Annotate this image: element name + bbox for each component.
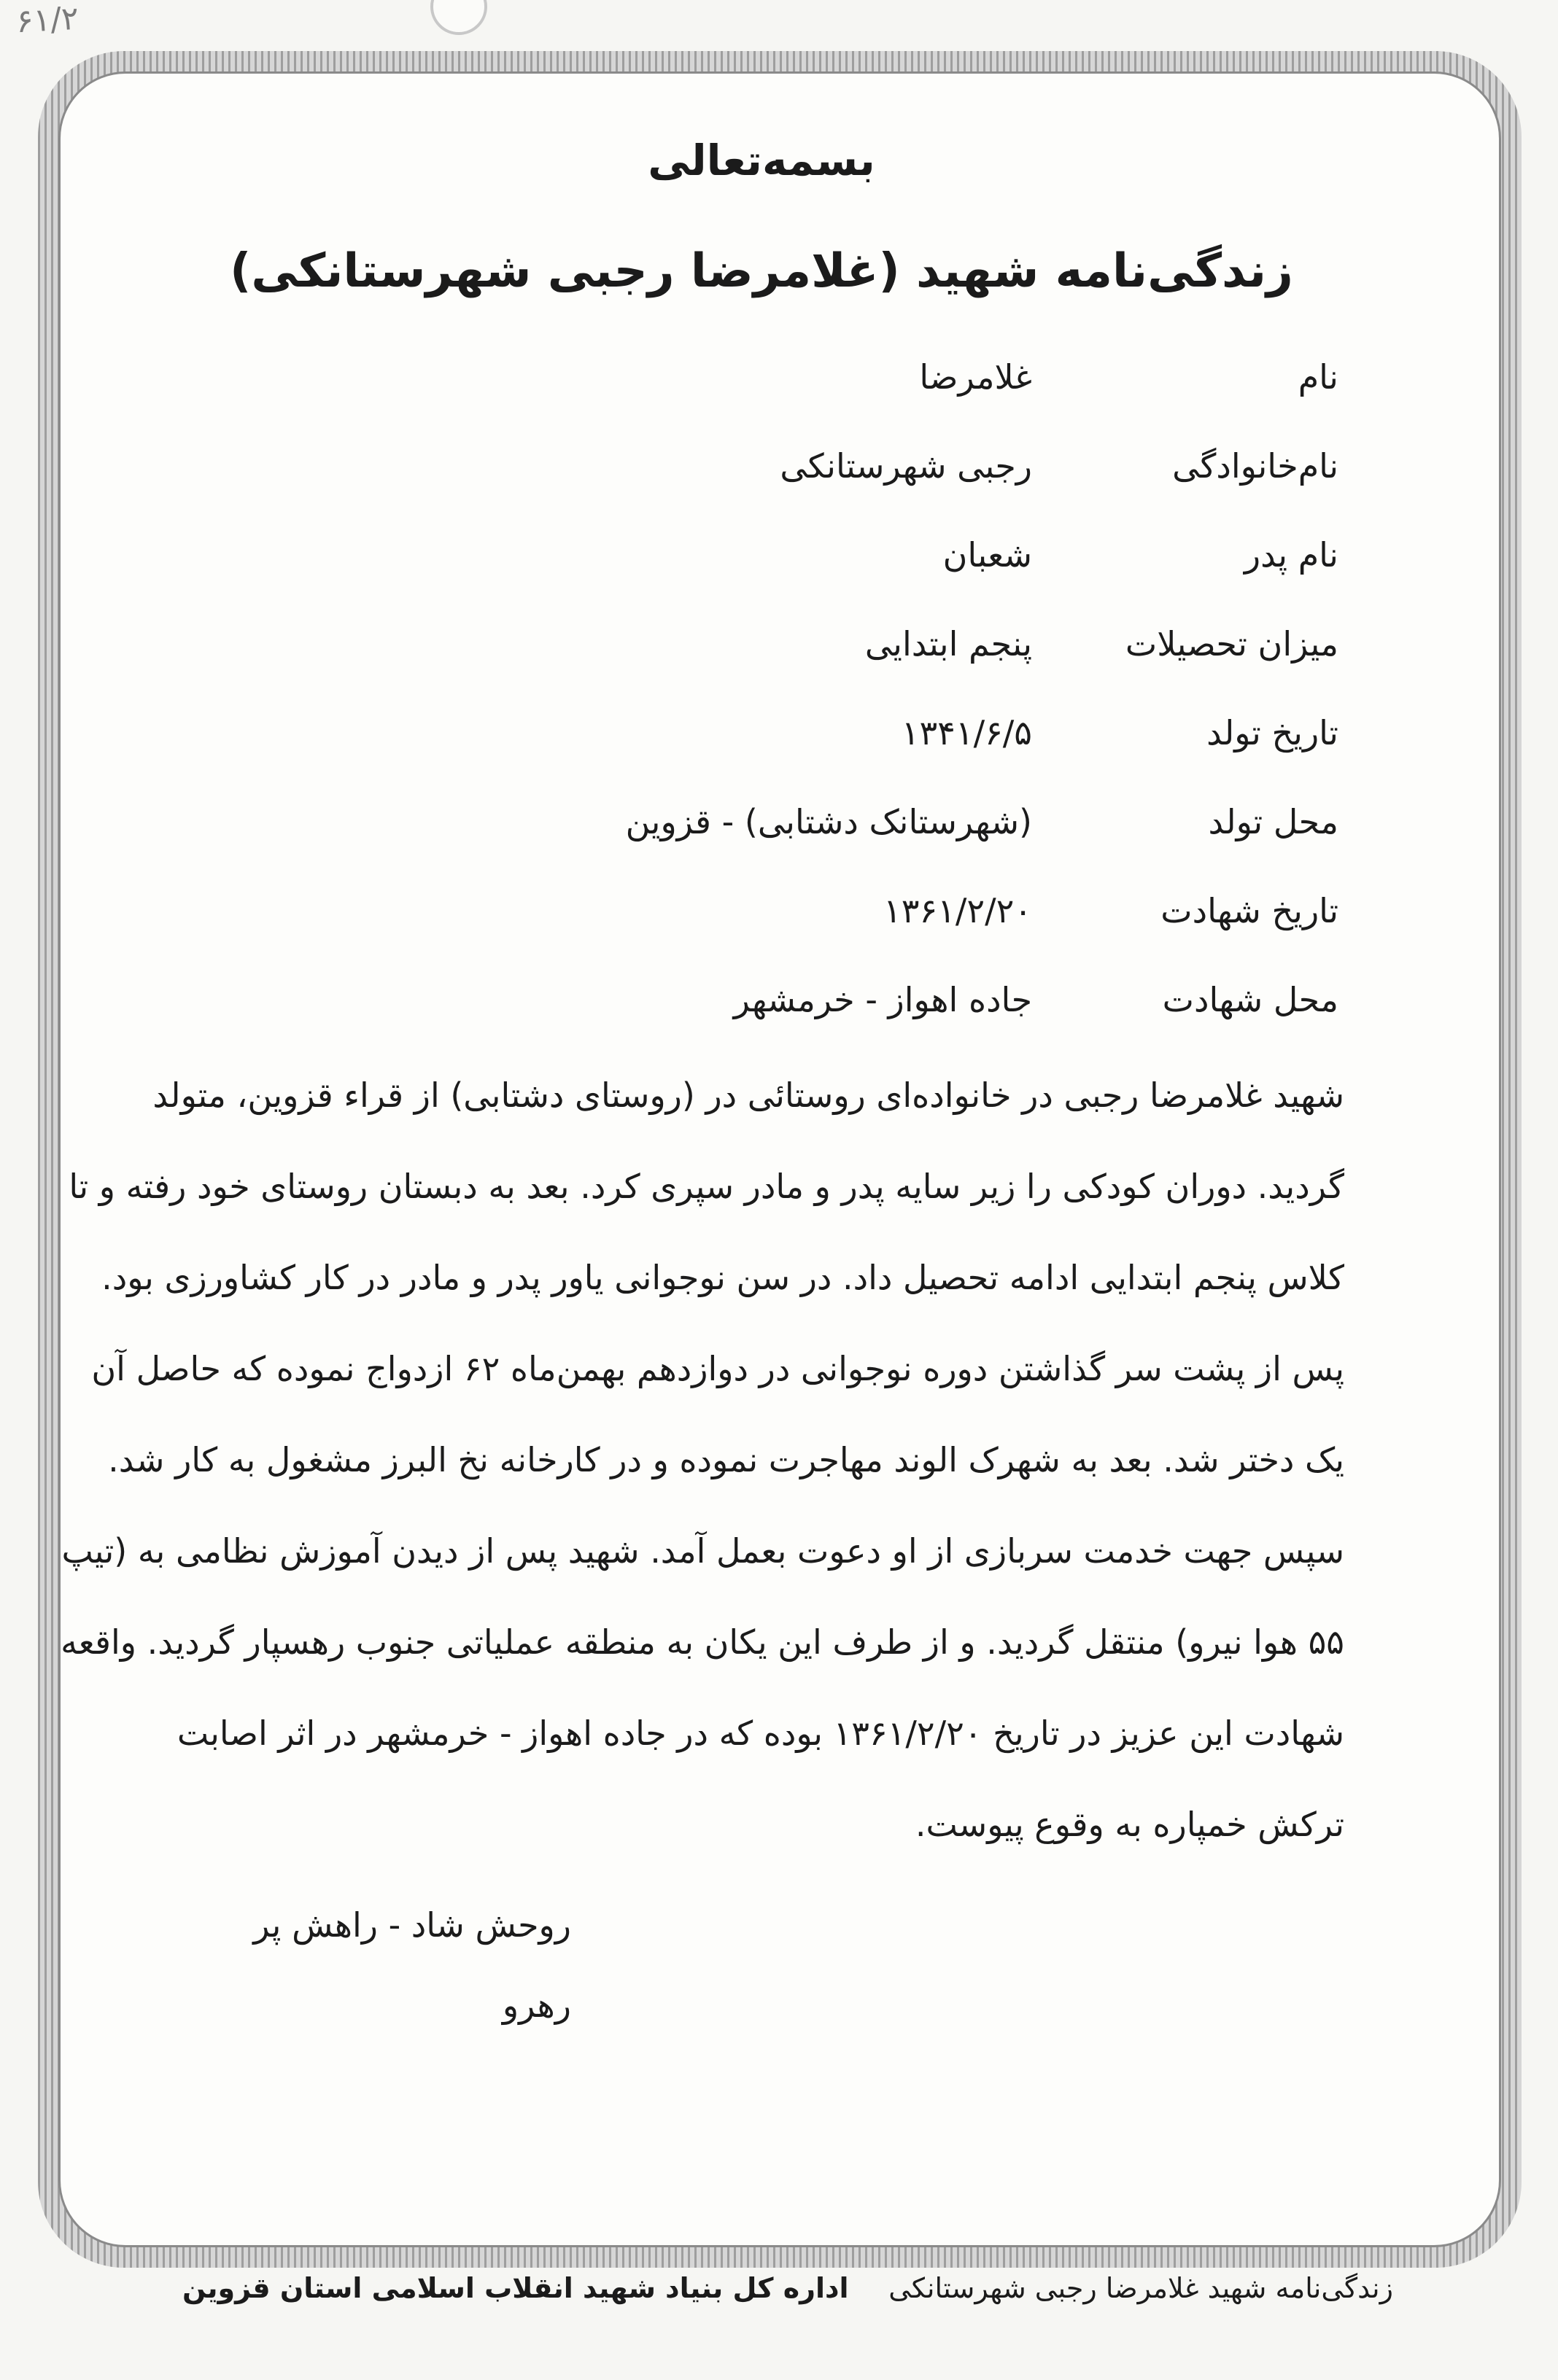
biography-line: گردید. دوران کودکی را زیر سایه پدر و مادر سپری کرد. بعد به دبستان روستای خود رفته و تا [69, 1167, 1344, 1206]
page-footer [182, 2259, 1393, 2317]
field-value: غلامرضا [919, 357, 1032, 397]
field-value: (شهرستانک دشتابی) - قزوین [625, 802, 1032, 841]
field-label: محل تولد [1208, 802, 1338, 841]
field-value: شعبان [942, 535, 1032, 575]
biography-line: سپس جهت خدمت سربازی از او دعوت بعمل آمد. شهید پس از دیدن آموزش نظامی به (تیپ [61, 1531, 1344, 1571]
biography-line: یک دختر شد. بعد به شهرک الوند مهاجرت نموده و در کارخانه نخ البرز مشغول به کار شد. [108, 1440, 1344, 1479]
document-title: زندگی‌نامه شهید (غلامرضا رجبی شهرستانکی) [230, 244, 1293, 298]
info-fields [179, 332, 1344, 1044]
field-value: جاده اهواز - خرمشهر [733, 980, 1032, 1019]
corner-handwritten-note: ۶۱/۲ [15, 0, 80, 41]
field-row-family-name [179, 421, 1344, 510]
biography-line: پس از پشت سر گذاشتن دوره نوجوانی در دوازدهم بهمن‌ماه ۶۲ ازدواج نموده که حاصل آن [91, 1349, 1344, 1388]
document-content [61, 124, 1344, 2045]
field-value: رجبی شهرستانکی [780, 446, 1032, 486]
field-value: ۱۳۴۱/۶/۵ [901, 713, 1032, 752]
biography-line: ترکش خمپاره به وقوع پیوست. [915, 1805, 1344, 1844]
footer-document-title: زندگی‌نامه شهید غلامرضا رجبی شهرستانکی [888, 2272, 1393, 2304]
field-row-birth-place [179, 777, 1344, 866]
field-value: پنجم ابتدایی [864, 624, 1032, 664]
bismillah-heading: بسمه‌تعالی [648, 136, 875, 185]
field-label: نام پدر [1244, 535, 1338, 575]
field-row-birth-date [179, 688, 1344, 777]
field-label: محل شهادت [1162, 980, 1338, 1019]
biography-line: ۵۵ هوا نیرو) منتقل گردید. و از طرف این یکان به منطقه عملیاتی جنوب رهسپار گردید. واقعه [61, 1622, 1344, 1662]
field-label: تاریخ شهادت [1160, 891, 1338, 930]
field-row-education [179, 599, 1344, 688]
field-row-martyrdom-date [179, 866, 1344, 955]
field-row-father-name [179, 510, 1344, 599]
biography-line: شهید غلامرضا رجبی در خانواده‌ای روستائی در (روستای دشتابی) از قراء قزوین، متولد [152, 1076, 1344, 1115]
field-label: نام [1298, 357, 1338, 397]
field-label: نام‌خانوادگی [1172, 446, 1338, 486]
biography-line: شهادت این عزیز در تاریخ ۱۳۶۱/۲/۲۰ بوده که در جاده اهواز - خرمشهر در اثر اصابت [177, 1714, 1344, 1753]
closing-phrase: روحش شاد - راهش پر رهرو [253, 1905, 571, 2025]
field-label: تاریخ تولد [1206, 713, 1338, 752]
field-label: میزان تحصیلات [1125, 624, 1338, 664]
field-value: ۱۳۶۱/۲/۲۰ [883, 891, 1032, 930]
biography-line: کلاس پنجم ابتدایی ادامه تحصیل داد. در سن نوجوانی یاور پدر و مادر در کار کشاورزی بود. [101, 1258, 1344, 1297]
biography-paragraph [61, 1050, 1344, 1870]
field-row-name [179, 332, 1344, 421]
punch-hole-mark [430, 0, 487, 35]
footer-organization: اداره کل بنیاد شهید انقلاب اسلامی استان قزوین [182, 2272, 849, 2304]
field-row-martyrdom-place [179, 955, 1344, 1044]
